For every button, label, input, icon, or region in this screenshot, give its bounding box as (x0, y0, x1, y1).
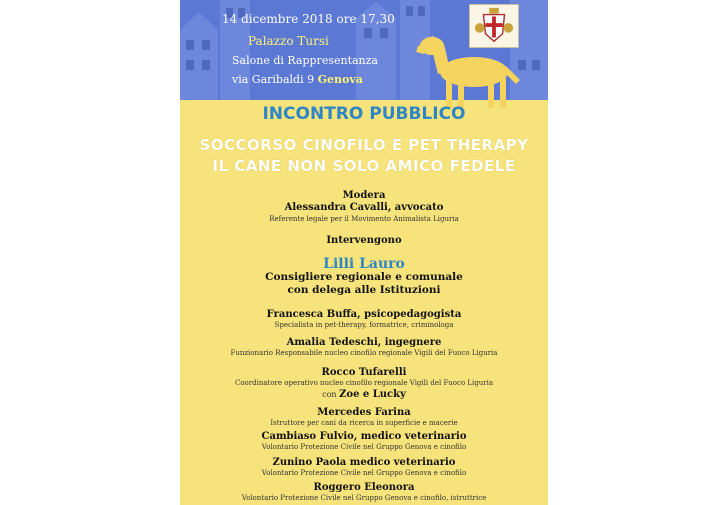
speaker-role: Istruttore per cani da ricerca in superficie e macerie (270, 419, 458, 427)
speaker-name: Mercedes Farina (317, 407, 411, 418)
moderator-heading: Modera (342, 190, 386, 201)
poster-subtitle-line1: SOCCORSO CINOFILO E PET THERAPY (199, 136, 529, 154)
speaker-name: Roggero Eleonora (313, 482, 415, 493)
poster-subtitle-line2: IL CANE NON SOLO AMICO FEDELE (212, 157, 516, 175)
event-date: 14 dicembre 2018 ore 17,30 (222, 12, 395, 26)
dog-silhouette-icon (412, 30, 524, 112)
speaker-dogs (180, 389, 548, 400)
speaker-dogs-prefix: con (322, 390, 337, 399)
keynote-name: Lilli Lauro (323, 256, 405, 272)
speaker-role: Volontario Protezione Civile nel Gruppo Genova e cinofilo (261, 469, 467, 477)
event-poster (180, 0, 548, 505)
event-address (232, 73, 363, 86)
speaker-dogs-names: Zoe e Lucky (339, 389, 406, 400)
speaker-name: Amalia Tedeschi, ingegnere (286, 337, 442, 348)
speaker-role: Specialista in pet-therapy, formatrice, criminologa (274, 321, 454, 329)
speaker-role: Volontario Protezione Civile nel Gruppo Genova e cinofilo, istruttrice (241, 494, 487, 502)
event-room: Salone di Rappresentanza (232, 54, 378, 67)
poster-title: INCONTRO PUBBLICO (262, 104, 466, 124)
speaker-name: Francesca Buffa, psicopedagogista (266, 309, 462, 320)
speaker-role: Volontario Protezione Civile nel Gruppo Genova e cinofilo (261, 443, 467, 451)
address-street: via Garibaldi 9 (232, 73, 315, 86)
event-venue: Palazzo Tursi (248, 34, 329, 48)
speakers-heading: Intervengono (326, 235, 402, 246)
speaker-name: Cambiaso Fulvio, medico veterinario (261, 431, 467, 442)
keynote-role-line2: con delega alle Istituzioni (287, 284, 441, 296)
keynote-role-line1: Consigliere regionale e comunale (265, 271, 463, 283)
speaker-role: Funzionario Responsabile nucleo cinofilo regionale Vigili del Fuoco Liguria (230, 349, 498, 357)
address-city: Genova (317, 73, 363, 86)
moderator-name: Alessandra Cavalli, avvocato (284, 202, 444, 213)
speaker-name: Zunino Paola medico veterinario (272, 457, 456, 468)
speaker-name: Rocco Tufarelli (321, 367, 407, 378)
moderator-role: Referente legale per il Movimento Animalista Liguria (269, 215, 459, 223)
speaker-role: Coordinatore operativo nucleo cinofilo regionale Vigili del Fuoco Liguria (234, 379, 494, 387)
